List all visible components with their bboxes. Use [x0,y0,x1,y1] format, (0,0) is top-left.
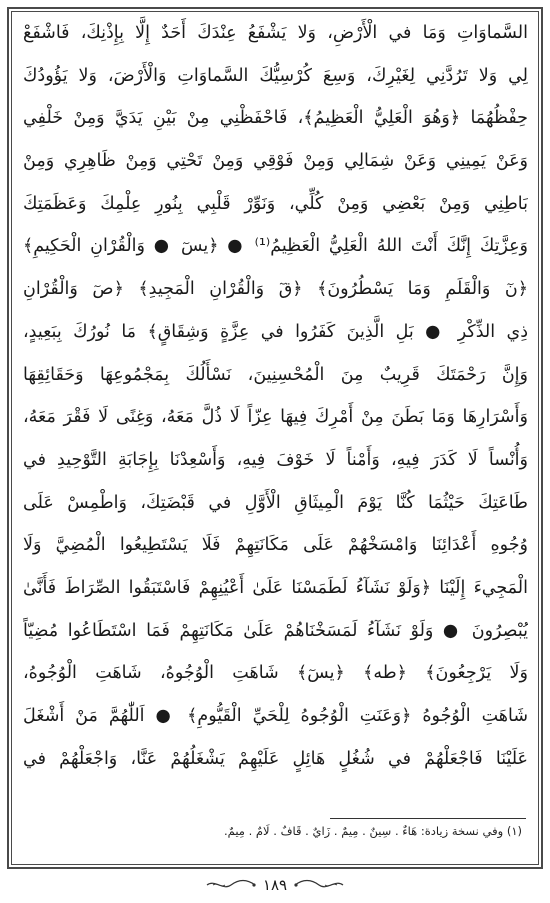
text-line: حِفْظُهُمَا ﴿وَهُوَ الْعَلِيُّ الْعَظِيمُ﴾، فَاحْفَظْنِي مِنْ بَيْنِ يَدَيَّ وَمِنْ خَلْفِي [23,108,528,129]
text-line: وَإِنَّ رَحْمَتَكَ قَرِيبٌ مِنَ الْمُحْسِنِينَ، نَسْأَلُكَ بِمَجْمُوعِهَا وَحَقَائِقِهَا [23,364,528,385]
text-line: الْمَجِيءَ إِلَيْنَا ﴿وَلَوْ نَشَآءُ لَطَمَسْنَا عَلَىٰ أَعْيُنِهِمْ فَاسْتَبَقُوا الصِّرَاطَ فَأَنَّىٰ [23,577,528,598]
text-line: شَاهَتِ الْوُجُوهُ ﴿وَعَنَتِ الْوُجُوهُ لِلْحَيِّ الْقَيُّومِ﴾ ● اَللّٰهُمَّ مَنْ أَشْغَلَ [23,706,528,726]
text-line: ذِي الذِّكْرِ ● بَلِ الَّذِينَ كَفَرُوا في عِزَّةٍ وَشِقَاقٍ﴾ مَا نُورُكَ بِبَعِيدٍ، [23,321,528,342]
text-line: طَاعَتِكَ حَيْثُمَا كُنَّا يَوْمَ الْمِيثَاقِ الْأَوَّلِ في قَبْضَتِكَ، وَاطْمِسْ عَلَى [23,492,528,513]
text-line: وُجُوهِ أَعْدَائِنَا وَامْسَخْهُمْ عَلَى مَكَانَتِهِمْ فَلَا يَسْتَطِيعُوا الْمُضِيَّ وَلَا [23,535,528,556]
footnote: (١) وفي نسخة زيادة: هَاءٌ . سِينٌ . مِيمٌ . زَايٌ . قَافٌ . لَامٌ . مِيمٌ. [224,824,522,838]
text-line: وَعَنْ يَمِينِي وَعَنْ شِمَالِي وَمِنْ فَوْقِي وَمِنْ تَحْتِي وَمِنْ ظَاهِرِي وَمِنْ [23,151,528,172]
text-line: يُبْصِرُونَ ● وَلَوْ نَشَآءُ لَمَسَخْنَاهُمْ عَلَىٰ مَكَانَتِهِمْ فَمَا اسْتَطَاعُوا مُضِيّاً [23,620,528,641]
flourish-ornament-icon [293,878,345,892]
text-line: ﴿نٓ وَالْقَلَمِ وَمَا يَسْطُرُونَ﴾ ﴿قٓ وَالْقُرْانِ الْمَجِيدِ﴾ ﴿صٓ وَالْقُرْانِ [23,279,528,300]
text-line: بَاطِنِي وَمِنْ بَعْضِي وَمِنْ كُلِّي، وَنَوِّرْ قَلْبِي بِنُورِ عِلْمِكَ وَعَظَمَتِكَ [23,193,528,214]
footnote-divider [330,818,526,819]
text-line: لِي وَلا تَرُدَّنِي لِغَيْرِكَ، وَسِعَ كُرْسِيُّكَ السَّماوَاتِ وَالْأَرْضَ، وَلا يَؤُودُكَ [23,65,528,86]
text-line: السَّماوَاتِ وَمَا في الْأَرْضِ، وَلا يَشْفَعُ عِنْدَكَ أَحَدٌ إِلَّا بِإِذْنِكَ، فَاشْفَعْ [23,23,528,43]
text-line: وَأُنْساً لَا كَدَرَ فِيهِ، وَأَمْناً لَا خَوْفَ فِيهِ، وَأَسْعِدْنَا بِإِجَابَةِ التَّوْحِيدِ في [23,449,528,470]
page-number: ١٨٩ [262,876,288,894]
flourish-ornament-icon [205,878,257,892]
text-line: وَأَسْرَارِهَا وَمَا بَطَنَ مِنْ أَمْرِكَ فِيهَا عِزّاً لَا ذُلَّ مَعَهُ، وَغِنًى لَا فَقْرَ مَعَهُ، [23,407,528,428]
text-line: وَعِزَّتِكَ إِنَّكَ أَنْتَ اللهُ الْعَلِيُّ الْعَظِيمُ⁽¹⁾ ● ﴿يسٓ ● وَالْقُرْانِ الْحَكِيمِ﴾ [23,236,528,257]
text-line: وَلَا يَرْجِعُونَ﴾ ﴿طه﴾ ﴿يسٓ﴾ شَاهَتِ الْوُجُوهُ، شَاهَتِ الْوُجُوهُ، [23,663,528,684]
text-line: عَلَيْنَا فَاجْعَلْهُمْ في شُغُلٍ هَائِلٍ عَلَيْهِمْ يَشْغَلُهُمْ عَنَّا، وَاجْعَلْهُمْ في [23,748,528,769]
page-number-area [0,873,550,897]
page-body [23,12,528,780]
